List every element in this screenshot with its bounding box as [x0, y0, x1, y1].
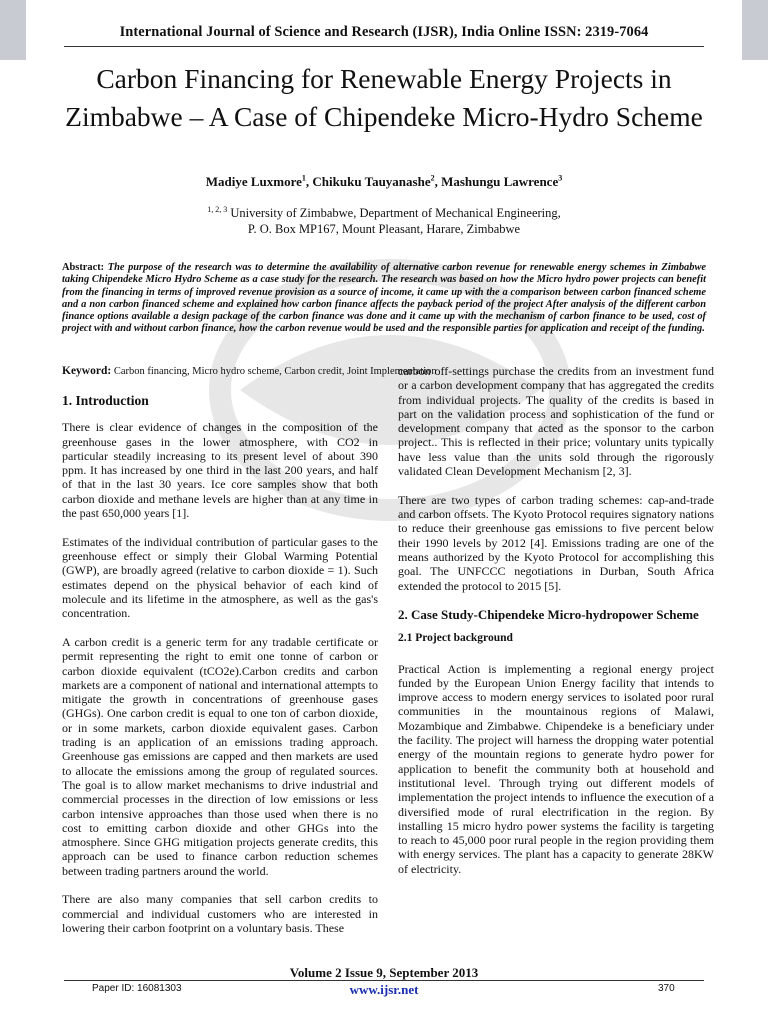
author-affil-mark: 3 [558, 173, 563, 183]
abstract-label: Abstract: [62, 262, 105, 273]
author-name: Chikuku Tauyanashe [312, 174, 431, 189]
paper-title: Carbon Financing for Renewable Energy Projects in Zimbabwe – A Case of Chipendeke Micro-Hydro Scheme [65, 63, 703, 132]
left-column [62, 394, 378, 950]
section-heading-case-study: 2. Case Study-Chipendeke Micro-hydropower Scheme [398, 607, 699, 623]
abstract-text: The purpose of the research was to determine the availability of alternative carbon revenue for renewable energy schemes in Zimbabwe taking Chipendeke Micro Hydro Scheme as a case study for the research. The research was based on how the Micro hydro power projects can benefit from the financing in terms of improved revenue provision as a source of income, it came up with the a comparison between carbon financed scheme and a non carbon financed scheme and explained how carbon finance affects the payback period of the project After analysis of the different carbon finance options available a design package of the carbon finance was done and it came up with the mechanism of carbon finance to be used, cost of project with and without carbon finance, how the carbon revenue would be used and the responsible parties for application and receipt of the funding. [62, 262, 706, 335]
corner-strip-right [742, 0, 768, 60]
footer-url-link[interactable]: www.ijsr.net [349, 982, 419, 997]
keywords-text: Carbon financing, Micro hydro scheme, Carbon credit, Joint Implementation [113, 366, 437, 377]
subsection-heading-project-background: 2.1 Project background [398, 632, 513, 645]
author-name: Madiye Luxmore [205, 174, 302, 189]
footer-volume: Volume 2 Issue 9, September 2013 [289, 965, 479, 980]
affil-line-2: P. O. Box MP167, Mount Pleasant, Harare, Zimbabwe [247, 222, 521, 236]
paragraph: Estimates of the individual contribution of particular gases to the greenhouse effect or simply their Global Warming Potential (GWP), are broadly agreed (relative to carbon dioxide = 1). Such estimates depend on the physical behavior of each kind of molecule and its lifetime in the atmosphere, as well as the gas's concentration. [62, 534, 378, 621]
paragraph: There are also many companies that sell carbon credits to commercial and individual customers who are interested in lowering their carbon footprint on a voluntary basis. These [62, 892, 378, 935]
paragraph: There is clear evidence of changes in the composition of the greenhouse gases in the lower atmosphere, with CO2 in particular steadily increasing to its present level of about 390 ppm. It has increased by one third in the last 200 years, and half of that in the last 30 years. Ice core samples show that both carbon dioxide and methane levels are higher than at any time in the past 650,000 years [1]. [62, 420, 378, 521]
author-name: Mashungu Lawrence [441, 174, 559, 189]
paragraph: carbon off-settings purchase the credits from an investment fund or a carbon development company that has aggregated the credits from individual projects. The quality of the credits is based in part on the validation process and sophistication of the fund or development company that acted as the sponsor to the carbon project.. This is reflected in their price; voluntary units typically have less value than the units sold through the rigorously validated Clean Development Mechanism [2, 3]. [398, 364, 714, 479]
author-list: Madiye Luxmore$^1$, Chikuku Tauyanashe$^2$, Mashungu Lawrence$^3$ [205, 173, 563, 189]
author-affil-mark: 1 [301, 173, 306, 183]
keywords-label: Keyword: [62, 365, 112, 377]
paragraph: A carbon credit is a generic term for any tradable certificate or permit representing the right to emit one tonne of carbon or carbon dioxide equivalent (tCO2e).Carbon credits and carbon markets are a component of national and international attempts to mitigate the growth in concentrations of greenhouse gases (GHGs). One carbon credit is equal to one ton of carbon dioxide, or in some markets, carbon dioxide equivalent gases. Carbon trading is an application of an emissions trading approach. Greenhouse gas emissions are capped and then markets are used to allocate the emissions among the group of regulated sources. The goal is to allow market mechanisms to drive industrial and commercial processes in the direction of low emissions or less carbon intensive approaches than those used when there is no cost to emitting carbon dioxide and other GHGs into the atmosphere. Since GHG mitigation projects generate credits, this approach can be used to finance carbon reduction schemes between trading partners around the world. [62, 634, 378, 878]
right-column [398, 364, 714, 890]
footer-page-number: 370 [658, 983, 675, 994]
affil-line-1: University of Zimbabwe, Department of Mechanical Engineering, [230, 206, 561, 220]
affil-mark: 1, 2, 3 [207, 204, 228, 214]
journal-header: International Journal of Science and Research (IJSR), India Online ISSN: 2319-7064 [119, 24, 649, 40]
author-affil-mark: 2 [430, 173, 435, 183]
paragraph: Practical Action is implementing a regional energy project funded by the European Union Energy facility that intends to improve access to modern energy services to isolated poor rural communities in the mountainous regions of Malawi, Mozambique and Zimbabwe. Chipendeke is a beneficiary under the facility. The project will harness the dropping water potential energy of the mountain regions to generate hydro power for application to benefit the community both at household and institutional level. Through trying out different models of implementation the project intends to influence the execution of a diversified mode of rural electrification in the region. By installing 15 micro hydro power systems the facility is targeting to reach to 45,000 poor rural people in the region providing them with energy services. The plant has a capacity to generate 28KW of electricity. [398, 661, 714, 876]
section-heading-introduction: 1. Introduction [62, 393, 149, 408]
paragraph: There are two types of carbon trading schemes: cap-and-trade and carbon offsets. The Kyoto Protocol requires signatory nations to reduce their greenhouse gas emissions to five percent below their 1990 levels by 2012 [4]. Emissions trading are one of the means authorized by the Kyoto Protocol for accomplishing this goal. The UNFCCC negotiations in Durban, South Africa extended the protocol to 2015 [5]. [398, 492, 714, 593]
footer-paper-id: Paper ID: 16081303 [92, 983, 182, 994]
corner-strip-left [0, 0, 26, 60]
abstract [62, 262, 706, 336]
affiliation [40, 205, 728, 237]
header-rule [64, 46, 704, 47]
footer-rule [64, 980, 704, 981]
